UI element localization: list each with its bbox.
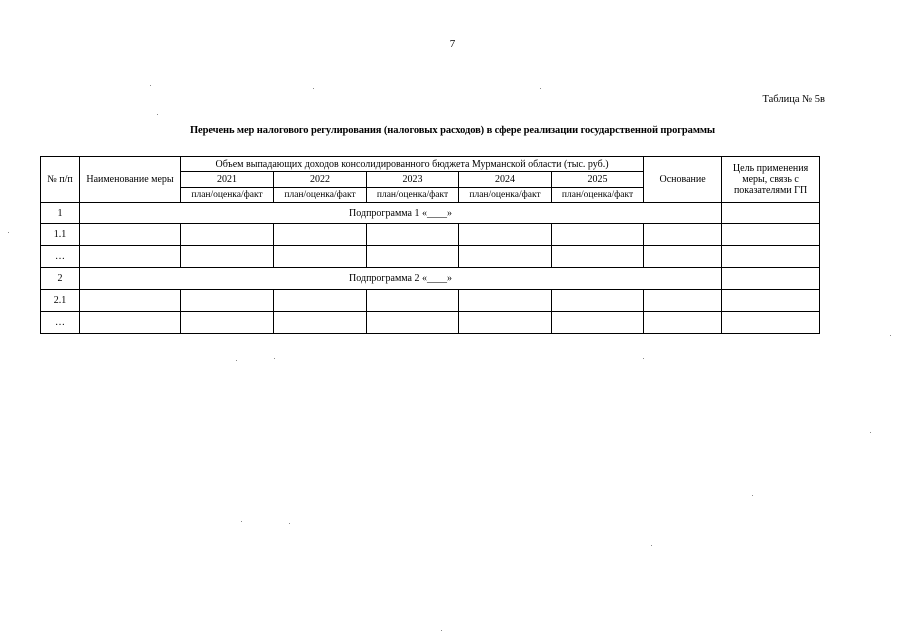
cell	[181, 312, 274, 334]
cell	[367, 224, 459, 246]
scan-speck	[540, 88, 541, 89]
cell	[644, 312, 722, 334]
cell	[722, 246, 820, 268]
header-num: № п/п	[41, 157, 80, 203]
scan-speck	[441, 630, 442, 631]
header-plan-estimate-fact: план/оценка/факт	[459, 188, 552, 203]
page-number: 7	[449, 38, 456, 50]
cell	[80, 290, 181, 312]
cell	[552, 246, 644, 268]
cell	[722, 312, 820, 334]
cell	[722, 290, 820, 312]
scan-speck	[8, 232, 9, 233]
cell	[459, 246, 552, 268]
table-row	[41, 203, 820, 224]
scan-speck	[752, 495, 753, 496]
scan-speck	[289, 523, 290, 524]
header-year: 2022	[274, 172, 367, 188]
table-label: Таблица № 5в	[762, 94, 825, 105]
table-row	[41, 290, 820, 312]
scan-speck	[274, 358, 275, 359]
scan-speck	[643, 358, 644, 359]
header-basis: Основание	[644, 157, 722, 203]
subprogram-title: Подпрограмма 1 «____»	[80, 203, 722, 224]
header-name: Наименование меры	[80, 157, 181, 203]
row-number: 1	[41, 203, 80, 224]
cell	[459, 290, 552, 312]
header-plan-estimate-fact: план/оценка/факт	[181, 188, 274, 203]
scan-speck	[236, 360, 237, 361]
header-plan-estimate-fact: план/оценка/факт	[552, 188, 644, 203]
cell	[367, 312, 459, 334]
cell	[80, 246, 181, 268]
header-plan-estimate-fact: план/оценка/факт	[367, 188, 459, 203]
row-number: …	[41, 312, 80, 334]
cell	[274, 290, 367, 312]
table-row	[41, 246, 820, 268]
cell	[80, 312, 181, 334]
cell	[274, 312, 367, 334]
scan-speck	[651, 545, 652, 546]
row-number: …	[41, 246, 80, 268]
scan-speck	[241, 521, 242, 522]
cell	[644, 224, 722, 246]
cell	[722, 203, 820, 224]
subprogram-title: Подпрограмма 2 «____»	[80, 268, 722, 290]
header-year: 2025	[552, 172, 644, 188]
table-row	[41, 268, 820, 290]
row-number: 2.1	[41, 290, 80, 312]
cell	[552, 312, 644, 334]
cell	[367, 246, 459, 268]
scan-speck	[157, 114, 158, 115]
cell	[722, 268, 820, 290]
tax-measures-table	[40, 156, 820, 334]
cell	[181, 246, 274, 268]
row-number: 2	[41, 268, 80, 290]
cell	[459, 312, 552, 334]
cell	[80, 224, 181, 246]
scan-speck	[313, 88, 314, 89]
row-number: 1.1	[41, 224, 80, 246]
header-goal: Цель применения меры, связь с показателями ГП	[722, 157, 820, 203]
scan-speck	[890, 335, 891, 336]
cell	[552, 290, 644, 312]
table-row	[41, 224, 820, 246]
cell	[722, 224, 820, 246]
table-row	[41, 312, 820, 334]
scan-speck	[150, 85, 151, 86]
document-title: Перечень мер налогового регулирования (налоговых расходов) в сфере реализации государственной программы	[189, 125, 716, 136]
header-year: 2021	[181, 172, 274, 188]
cell	[459, 224, 552, 246]
cell	[181, 224, 274, 246]
scan-speck	[870, 432, 871, 433]
header-year: 2023	[367, 172, 459, 188]
cell	[552, 224, 644, 246]
cell	[367, 290, 459, 312]
cell	[274, 246, 367, 268]
cell	[181, 290, 274, 312]
header-year: 2024	[459, 172, 552, 188]
cell	[644, 290, 722, 312]
header-volume: Объем выпадающих доходов консолидированного бюджета Мурманской области (тыс. руб.)	[181, 157, 644, 172]
cell	[274, 224, 367, 246]
header-plan-estimate-fact: план/оценка/факт	[274, 188, 367, 203]
cell	[644, 246, 722, 268]
